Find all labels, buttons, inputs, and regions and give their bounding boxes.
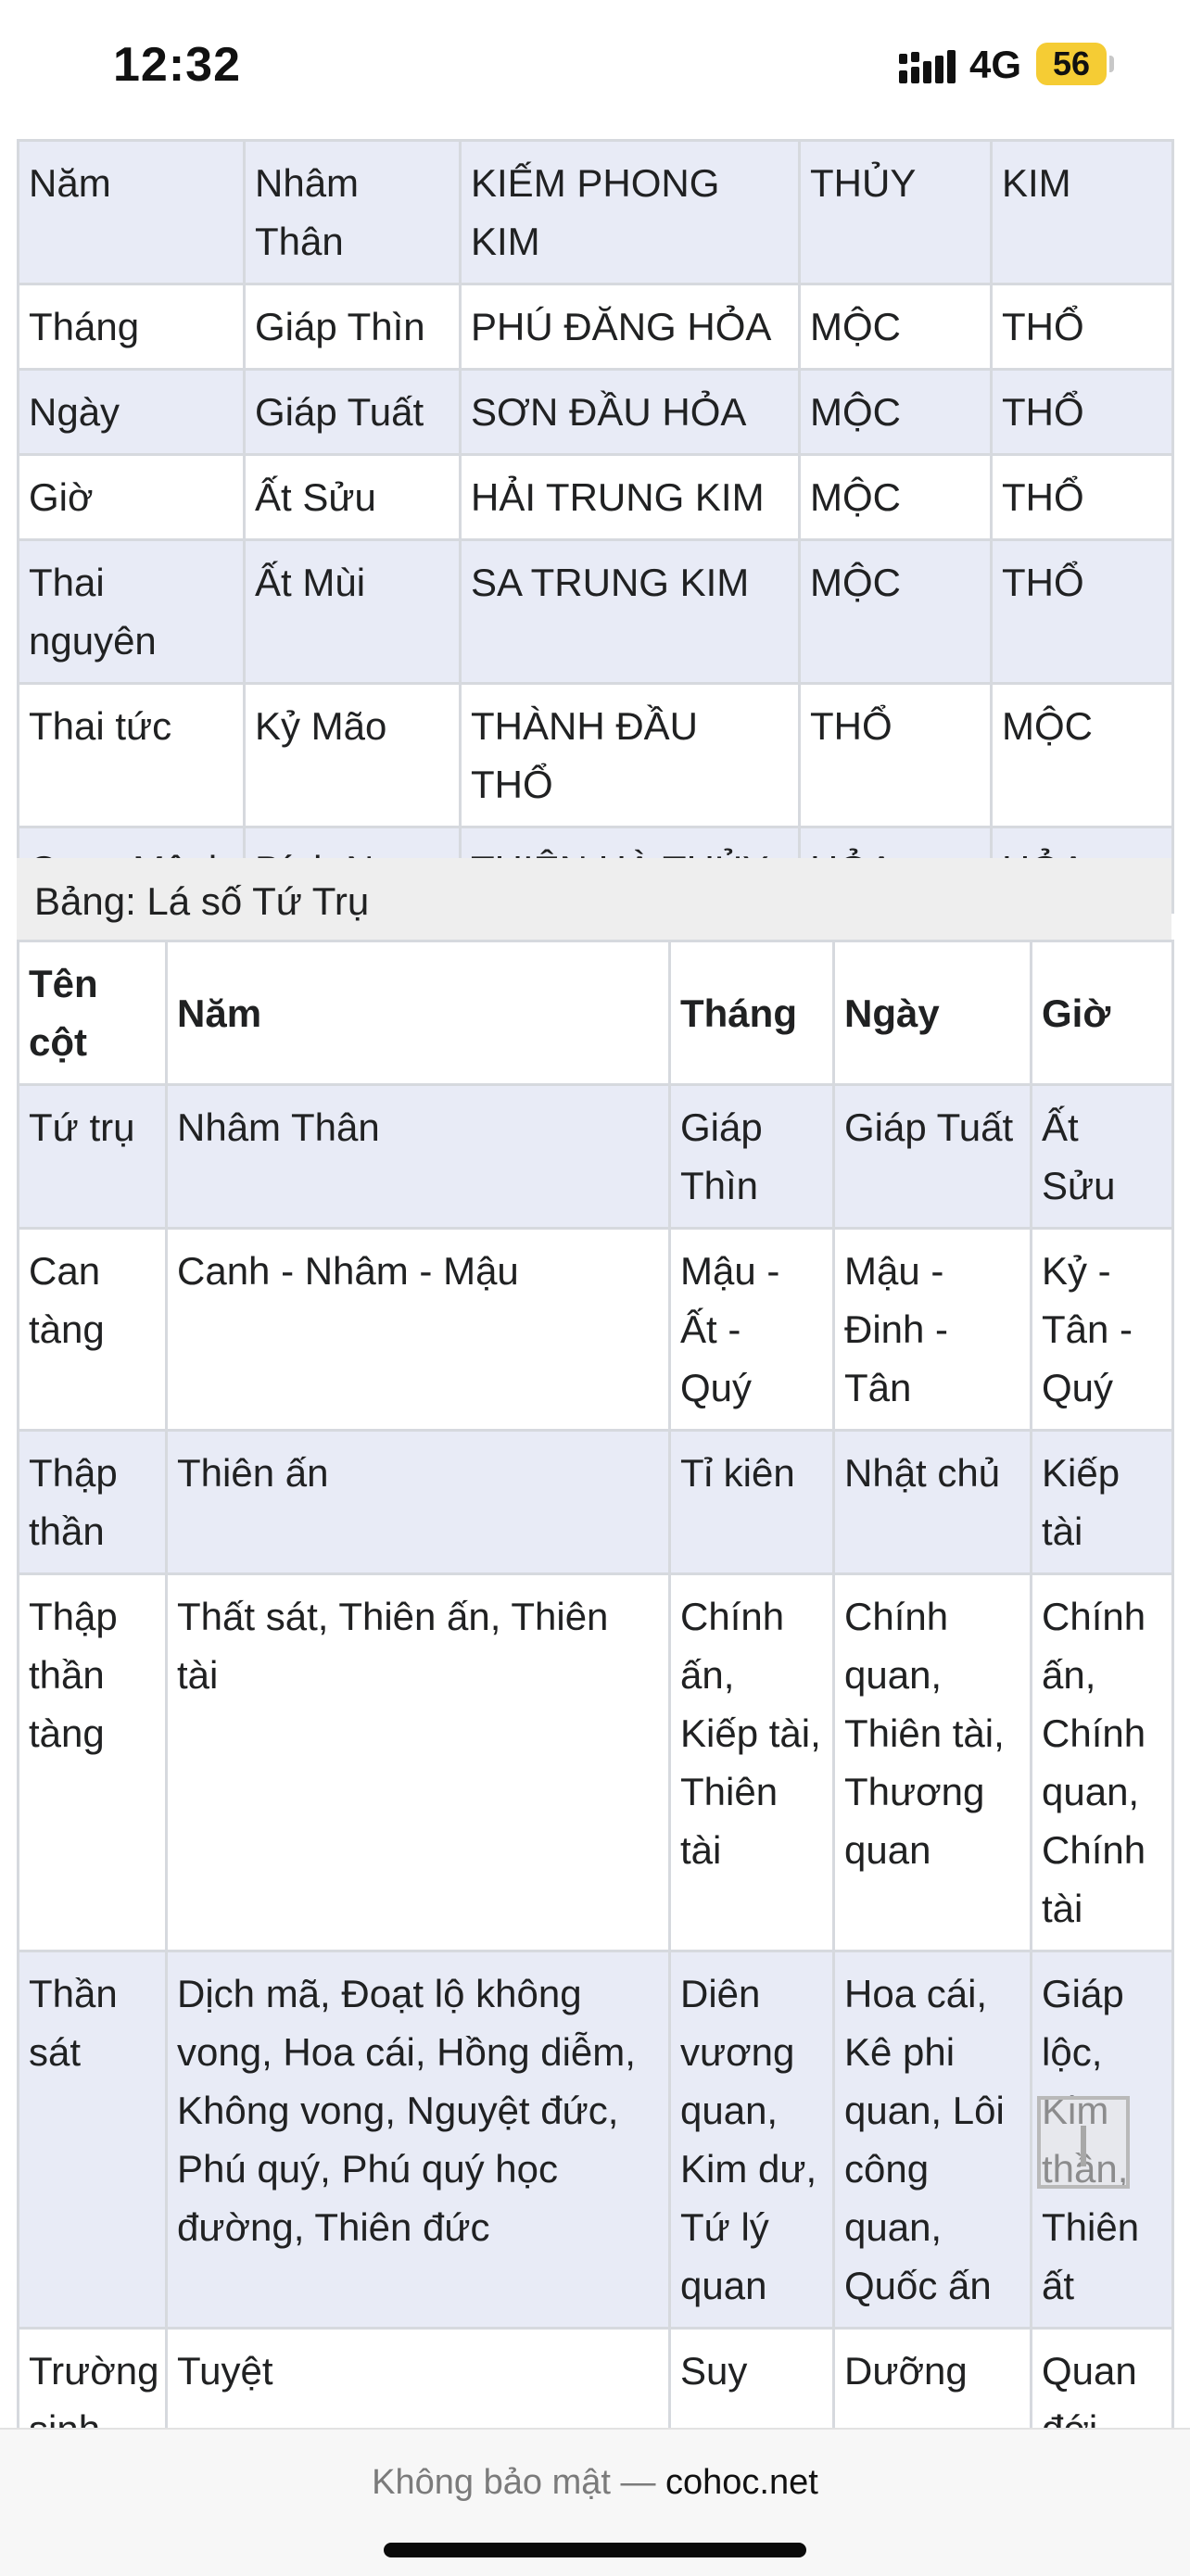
table-cell: Canh - Nhâm - Mậu <box>167 1229 670 1431</box>
table-row <box>19 1085 1173 1229</box>
table-cell: Kỷ Mão <box>245 684 461 827</box>
table-cell: Nhật chủ <box>834 1431 1032 1574</box>
table-caption: Bảng: Lá số Tứ Trụ <box>17 858 1171 940</box>
pillars-table-header <box>19 941 1173 1085</box>
table-cell: Tỉ kiên <box>670 1431 834 1574</box>
table-cell: PHÚ ĐĂNG HỎA <box>461 284 800 370</box>
table-cell: THỔ <box>800 684 992 827</box>
table-cell: Ất Mùi <box>245 540 461 684</box>
table-cell: Năm <box>19 141 245 284</box>
table-cell: THỔ <box>992 284 1173 370</box>
table-cell: Giáp Thìn <box>245 284 461 370</box>
table-cell: Giáp Tuất <box>245 370 461 455</box>
column-header: Tháng <box>670 941 834 1085</box>
table-cell: Ngày <box>19 370 245 455</box>
pillars-table <box>17 940 1174 2473</box>
status-time: 12:32 <box>113 38 241 92</box>
table-cell: Tuyệt <box>167 2329 670 2472</box>
table-row <box>19 1574 1173 1951</box>
element-table <box>17 139 1174 914</box>
table-cell: Can tàng <box>19 1229 167 1431</box>
table-cell: SA TRUNG KIM <box>461 540 800 684</box>
pillars-table-wrapper <box>17 858 1171 2473</box>
table-cell: MỘC <box>800 284 992 370</box>
table-cell: THỦY <box>800 141 992 284</box>
network-type: 4G <box>969 43 1022 86</box>
status-bar <box>0 0 1190 130</box>
arrow-up-icon <box>1081 2126 1086 2166</box>
column-header: Năm <box>167 941 670 1085</box>
column-header: Giờ <box>1032 941 1173 1085</box>
table-cell: Chính quan, Thiên tài, Thương quan <box>834 1574 1032 1951</box>
table-cell: Thập thần <box>19 1431 167 1574</box>
table-cell: THỔ <box>992 370 1173 455</box>
table-cell: Ất Sửu <box>1032 1085 1173 1229</box>
table-cell: THỔ <box>992 540 1173 684</box>
table-cell: KIM <box>992 141 1173 284</box>
not-secure-label: Không bảo mật — <box>372 2463 666 2502</box>
site-domain: cohoc.net <box>665 2463 818 2502</box>
home-indicator[interactable] <box>384 2543 806 2557</box>
table-cell: Nhâm Thân <box>167 1085 670 1229</box>
column-header: Ngày <box>834 941 1032 1085</box>
table-cell: Hoa cái, Kê phi quan, Lôi công quan, Quốc ấn <box>834 1951 1032 2329</box>
table-cell: Thai tức <box>19 684 245 827</box>
address-bar[interactable] <box>0 2463 1190 2503</box>
table-cell: Mậu - Đinh - Tân <box>834 1229 1032 1431</box>
cellular-signal-icon <box>899 48 958 85</box>
table-cell: Thập thần tàng <box>19 1574 167 1951</box>
table-cell: Thiên ấn <box>167 1431 670 1574</box>
table-row <box>19 540 1173 684</box>
table-row <box>19 284 1173 370</box>
table-cell: Chính ấn, Chính quan, Chính tài <box>1032 1574 1173 1951</box>
table-cell: Mậu - Ất - Quý <box>670 1229 834 1431</box>
table-cell: Dịch mã, Đoạt lộ không vong, Hoa cái, Hồng diễm, Không vong, Nguyệt đức, Phú quý, Phú quý học đường, Thiên đức <box>167 1951 670 2329</box>
table-cell: Suy <box>670 2329 834 2472</box>
table-cell: Thần sát <box>19 1951 167 2329</box>
table-cell: Nhâm Thân <box>245 141 461 284</box>
table-cell: Chính ấn, Kiếp tài, Thiên tài <box>670 1574 834 1951</box>
table-cell: MỘC <box>800 540 992 684</box>
table-row <box>19 1431 1173 1574</box>
battery-icon: 56 <box>1036 43 1107 85</box>
table-cell: Diên vương quan, Kim dư, Tứ lý quan <box>670 1951 834 2329</box>
table-cell: MỘC <box>992 684 1173 827</box>
scroll-to-top-button[interactable] <box>1037 2096 1130 2189</box>
table-row <box>19 684 1173 827</box>
element-table-body <box>19 141 1173 913</box>
table-cell: HẢI TRUNG KIM <box>461 455 800 540</box>
table-cell: Tứ trụ <box>19 1085 167 1229</box>
table-cell: Ất Sửu <box>245 455 461 540</box>
table-cell: THỔ <box>992 455 1173 540</box>
table-cell: Dưỡng <box>834 2329 1032 2472</box>
table-row <box>19 141 1173 284</box>
table-cell: Giáp Tuất <box>834 1085 1032 1229</box>
table-cell: Quan <box>1032 2329 1173 2472</box>
battery-tip <box>1109 56 1114 72</box>
table-cell: Giáp lộc, Thiên ất <box>1032 1951 1173 2329</box>
table-cell: Thất sát, Thiên ấn, Thiên tài <box>167 1574 670 1951</box>
table-row <box>19 1951 1173 2329</box>
table-row <box>19 455 1173 540</box>
table-cell: MỘC <box>800 455 992 540</box>
table-cell: Kiếp tài <box>1032 1431 1173 1574</box>
table-cell: KIẾM PHONG KIM <box>461 141 800 284</box>
browser-bottom-bar[interactable] <box>0 2428 1190 2576</box>
table-cell: Trường <box>19 2329 167 2472</box>
table-cell: THÀNH ĐẦU THỔ <box>461 684 800 827</box>
table-cell: Thai nguyên <box>19 540 245 684</box>
table-cell: Giáp Thìn <box>670 1085 834 1229</box>
table-cell: SƠN ĐẦU HỎA <box>461 370 800 455</box>
table-cell: Kỷ - Tân - Quý <box>1032 1229 1173 1431</box>
table-row <box>19 1229 1173 1431</box>
table-row <box>19 370 1173 455</box>
table-cell: Giờ <box>19 455 245 540</box>
column-header: Tên cột <box>19 941 167 1085</box>
pillars-table-body <box>19 1085 1173 2472</box>
table-cell: MỘC <box>800 370 992 455</box>
table-cell: Tháng <box>19 284 245 370</box>
